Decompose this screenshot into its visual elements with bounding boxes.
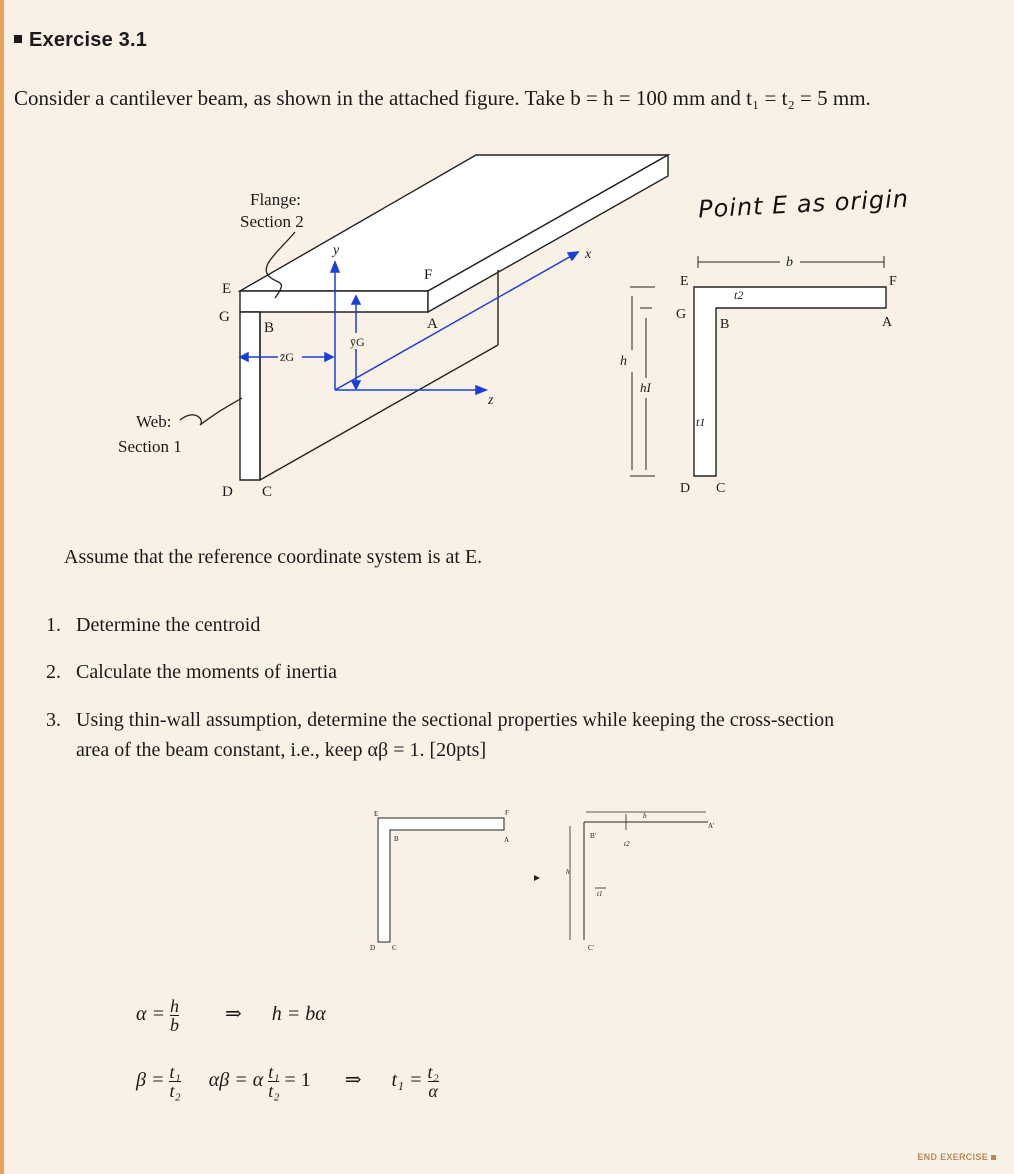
frac3-alpha: α	[428, 1081, 438, 1101]
small-F-label: F	[505, 809, 509, 817]
end-square-icon	[991, 1155, 996, 1160]
end-exercise-marker	[917, 1152, 996, 1162]
question-3-text: Using thin-wall assumption, determine the sectional properties while keeping the cross-section	[76, 709, 835, 731]
beta-lhs: β =	[136, 1069, 165, 1092]
web-front-face	[240, 312, 260, 480]
point-E-label: E	[222, 281, 232, 297]
question-1	[46, 614, 260, 637]
x-axis-arrow-icon	[568, 252, 578, 260]
small-t2-label: t2	[624, 840, 630, 848]
small-C-label: C	[392, 944, 397, 952]
equals-one: = 1	[284, 1069, 311, 1092]
yG-label: ȳG	[350, 335, 365, 349]
t1-over-t2-fraction	[169, 1063, 180, 1100]
question-2-number: 2.	[46, 661, 61, 683]
question-3-continued: area of the beam constant, i.e., keep αβ = 1. [20pts]	[76, 739, 487, 761]
h-over-b-fraction	[170, 997, 179, 1034]
web-section-label: Section 1	[118, 437, 182, 456]
section-point-A-label: A	[882, 315, 893, 330]
equation-beta	[136, 1063, 439, 1100]
dim-t2-label: t2	[734, 288, 744, 302]
flange-section-label: Section 2	[240, 212, 304, 231]
frac2-t2: t₂	[268, 1081, 280, 1101]
section-point-D-label: D	[680, 481, 691, 496]
small-Ap-label: A'	[708, 822, 715, 830]
section-point-F-label: F	[889, 274, 897, 289]
small-B-label: B	[394, 835, 399, 843]
small-D-label: D	[370, 944, 376, 952]
small-Bp-label: B'	[590, 832, 596, 840]
frac3-t2: t₂	[427, 1062, 439, 1082]
dim-hI-label: hI	[640, 380, 651, 395]
implies-symbol-1: ⇒	[225, 1003, 242, 1026]
point-B-label: B	[264, 320, 275, 336]
t1-equals: t₁ =	[391, 1069, 423, 1092]
frac-t1: t₁	[169, 1062, 181, 1082]
dim-b-label: b	[786, 255, 793, 270]
z-axis-arrow-icon	[476, 386, 486, 394]
question-1-text: Determine the centroid	[76, 614, 261, 636]
h-equals-b-alpha: h = bα	[271, 1003, 326, 1026]
z-axis-label: z	[488, 393, 494, 408]
alpha-beta-lhs: αβ = α	[208, 1069, 264, 1092]
x-axis-label: x	[585, 247, 592, 262]
small-t1-label: t1	[597, 890, 603, 898]
point-D-label: D	[222, 484, 233, 500]
small-A-label: A	[504, 836, 510, 844]
assumption-text: Assume that the reference coordinate system is at E.	[64, 546, 483, 568]
flange-front-face	[240, 291, 428, 312]
web-label: Web:	[136, 412, 172, 431]
t1-over-t2-fraction-2	[268, 1063, 279, 1100]
equation-alpha	[136, 997, 326, 1034]
implies-symbol-2: ⇒	[344, 1069, 362, 1092]
flange-top-face	[240, 155, 668, 291]
exercise-title: Exercise 3.1	[29, 29, 148, 51]
end-exercise-text: END EXERCISE	[917, 1152, 988, 1162]
question-2-text: Calculate the moments of inertia	[76, 661, 338, 683]
y-axis-label: y	[333, 243, 340, 258]
section-point-E-label: E	[680, 274, 689, 289]
section-point-G-label: G	[676, 307, 687, 322]
intro-text: Consider a cantilever beam, as shown in the attached figure. Take b = h = 100 mm and t₁ = t₂ = 5 mm.	[14, 86, 871, 110]
t2-over-alpha-fraction	[428, 1063, 439, 1100]
frac-b: b	[170, 1015, 179, 1035]
question-1-number: 1.	[46, 614, 61, 636]
frac-h: h	[170, 996, 179, 1016]
small-Cp-label: C'	[588, 944, 594, 952]
handwritten-note: Point E as origin	[697, 184, 910, 224]
frac2-t1: t₁	[268, 1062, 280, 1082]
section-point-C-label: C	[716, 481, 726, 496]
point-C-label: C	[262, 484, 273, 500]
question-2	[46, 661, 337, 684]
dim-t1-label: t1	[696, 415, 706, 429]
small-E-label: E	[374, 810, 379, 818]
small-h-label: h	[566, 868, 570, 876]
small-b-label: b	[643, 812, 647, 820]
question-3	[46, 709, 834, 732]
zG-label: z̄G	[280, 350, 294, 364]
web-leader-line	[180, 398, 242, 425]
point-F-label: F	[424, 267, 433, 283]
cross-section-outline	[694, 287, 886, 476]
section-point-B-label: B	[720, 317, 730, 332]
point-G-label: G	[219, 309, 230, 325]
dim-h-label: h	[620, 354, 627, 369]
point-A-label: A	[427, 316, 438, 332]
frac-t2: t₂	[169, 1081, 181, 1101]
question-3-number: 3.	[46, 709, 61, 731]
flange-label: Flange:	[250, 190, 301, 209]
alpha-lhs: α =	[136, 1003, 165, 1026]
transform-arrow-icon	[534, 875, 540, 881]
